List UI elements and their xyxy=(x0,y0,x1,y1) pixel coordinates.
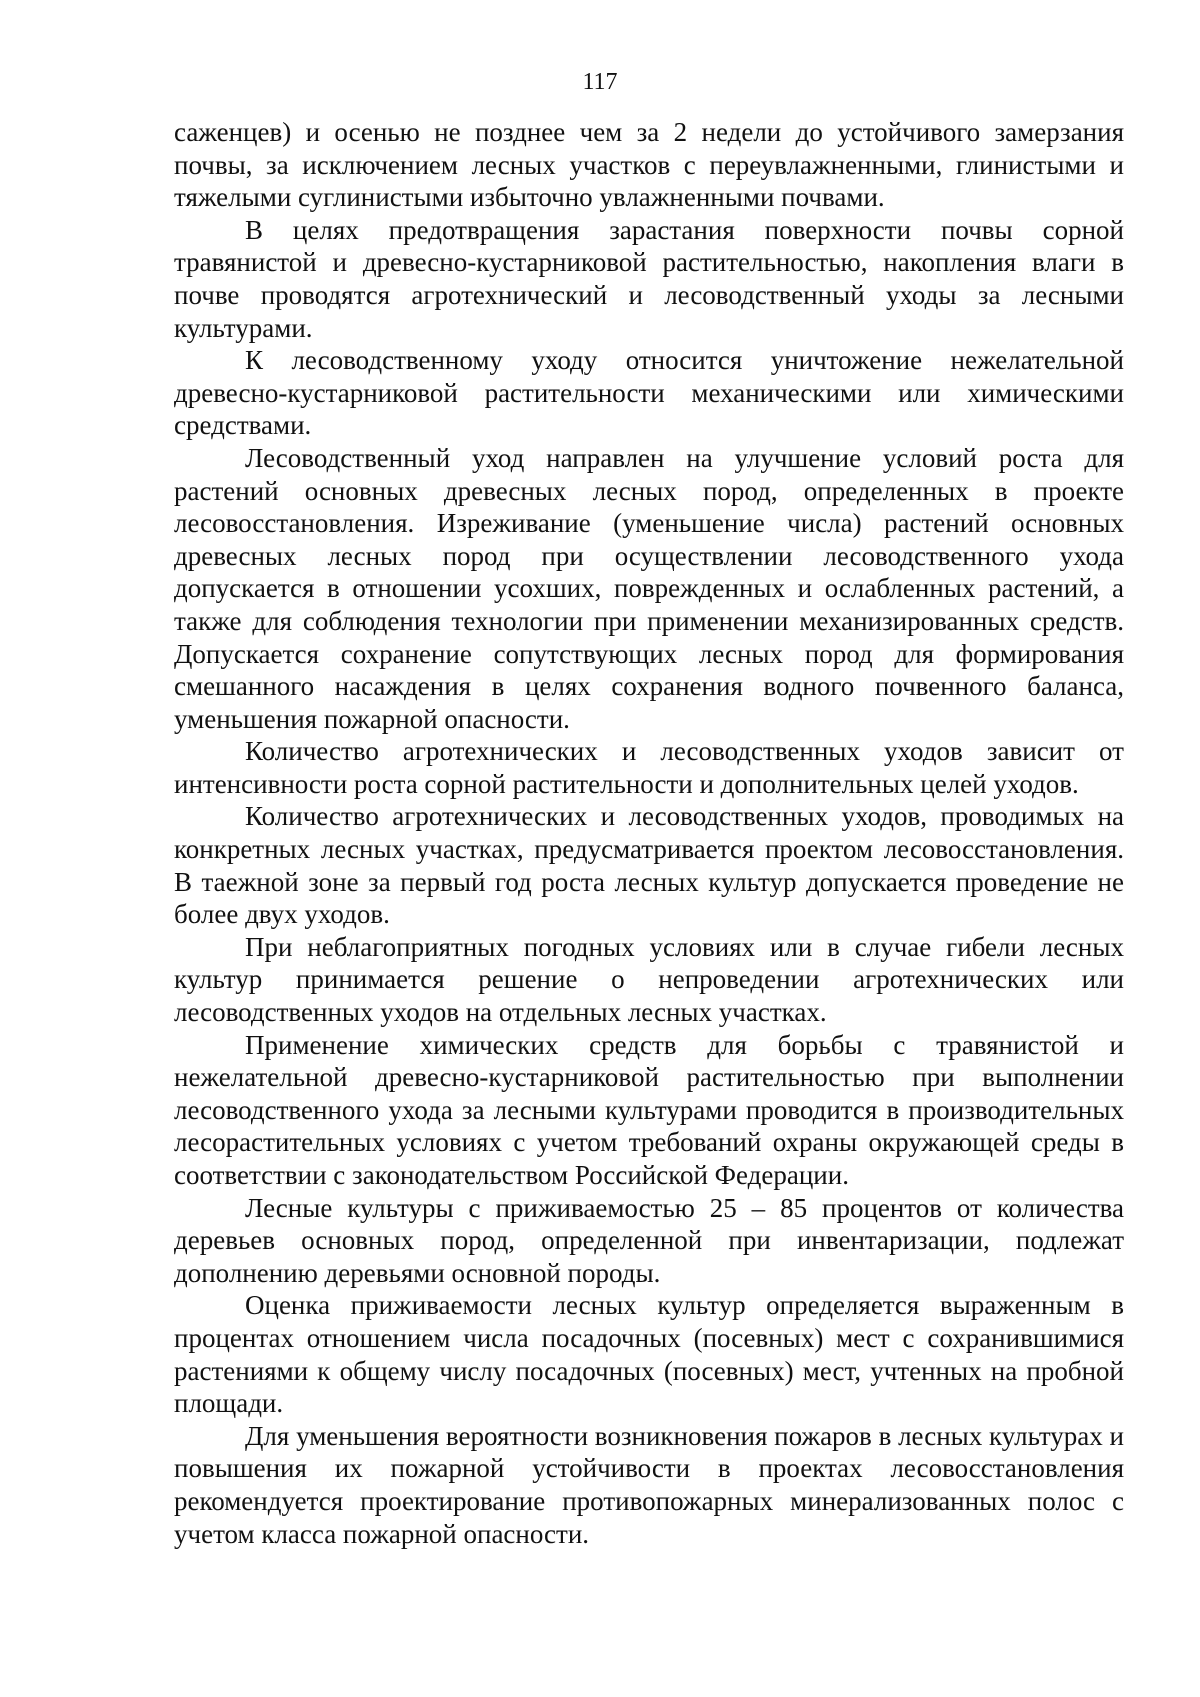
paragraph-continuation: саженцев) и осенью не позднее чем за 2 недели до устойчивого замерзания почвы, за исключением лесных участков с переувлажненными, глинистыми и тяжелыми суглинистыми избыточно увлажненными почвами. xyxy=(174,117,1124,213)
paragraph: Оценка приживаемости лесных культур определяется выраженным в процентах отношением числа посадочных (посевных) мест с сохранившимися растениями к общему числу посадочных (посевных) мест, учтенных на пробной площади. xyxy=(174,1290,1124,1419)
paragraph: Применение химических средств для борьбы с травянистой и нежелательной древесно-кустарниковой растительностью при выполнении лесоводственного ухода за лесными культурами проводится в производительных лесорастительных условиях с учетом требований охраны окружающей среды в соответствии с законодательством Российской Федерации. xyxy=(174,1029,1124,1190)
document-body xyxy=(174,116,1124,1550)
paragraph: Для уменьшения вероятности возникновения пожаров в лесных культурах и повышения их пожарной устойчивости в проектах лесовосстановления рекомендуется проектирование противопожарных минерализованных полос с учетом класса пожарной опасности. xyxy=(174,1420,1124,1549)
paragraph: Количество агротехнических и лесоводственных уходов, проводимых на конкретных лесных участках, предусматривается проектом лесовосстановления. В таежной зоне за первый год роста лесных культур допускается проведение не более двух уходов. xyxy=(174,801,1124,930)
paragraph: Лесные культуры с приживаемостью 25 – 85 процентов от количества деревьев основных пород, определенной при инвентаризации, подлежат дополнению деревьями основной породы. xyxy=(174,1192,1124,1288)
paragraph: Количество агротехнических и лесоводственных уходов зависит от интенсивности роста сорной растительности и дополнительных целей уходов. xyxy=(174,736,1124,799)
paragraph: К лесоводственному уходу относится уничтожение нежелательной древесно-кустарниковой растительности механическими или химическими средствами. xyxy=(174,345,1124,441)
paragraph: В целях предотвращения зарастания поверхности почвы сорной травянистой и древесно-кустарниковой растительностью, накопления влаги в почве проводятся агротехнический и лесоводственный уходы за лесными культурами. xyxy=(174,214,1124,343)
page-number: 117 xyxy=(582,69,618,95)
paragraph: При неблагоприятных погодных условиях или в случае гибели лесных культур принимается решение о непроведении агротехнических или лесоводственных уходов на отдельных лесных участках. xyxy=(174,931,1124,1028)
paragraph: Лесоводственный уход направлен на улучшение условий роста для растений основных древесных лесных пород, определенных в проекте лесовосстановления. Изреживание (уменьшение числа) растений основных древесных лесных пород при осуществлении лесоводственного ухода допускается в отношении усохших, поврежденных и ослабленных растений, а также для соблюдения технологии при применении механизированных средств. Допускается сохранение сопутствующих лесных пород для формирования смешанного насаждения в целях сохранения водного почвенного баланса, уменьшения пожарной опасности. xyxy=(174,442,1124,734)
